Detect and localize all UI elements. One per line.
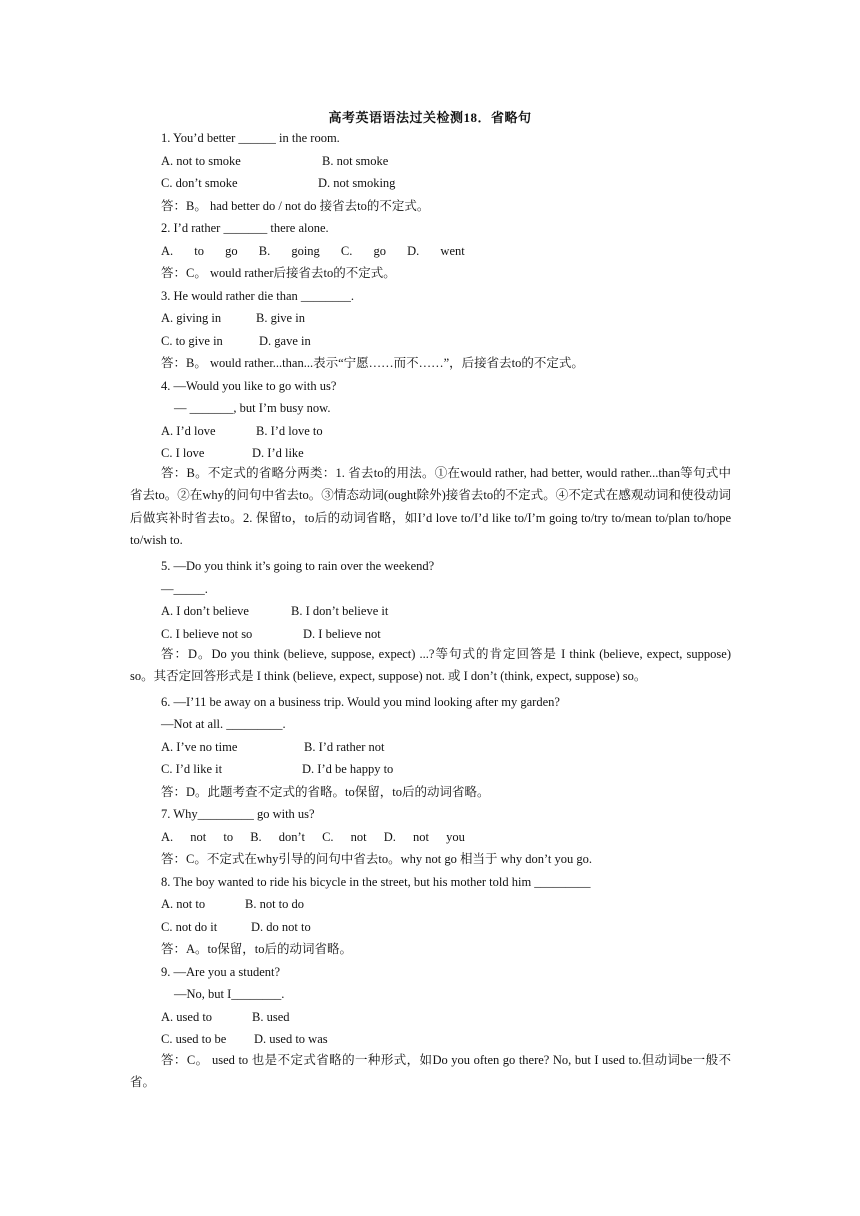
question-4-option-d: D. I’d like [252,446,304,460]
question-2-stem: 2. I’d rather _______ there alone. [161,221,329,235]
question-9-option-d: D. used to was [254,1032,328,1046]
question-9-answer: 答：C。 used to 也是不定式省略的一种形式，如Do you often go there? No, but I used to.但动词be一般不省。 [130,1053,731,1090]
question-1-option-c: C. don’t smoke [161,176,238,190]
question-4-option-c: C. I love [161,446,205,460]
question-5-option-c: C. I believe not so [161,627,253,641]
question-2-answer: 答：C。 would rather后接省去to的不定式。 [161,266,396,280]
question-8-option-a: A. not to [161,897,206,911]
question-1-stem: 1. You’d better ______ in the room. [161,131,340,145]
question-5-answer: 答：D。Do you think (believe, suppose, expect) ...?等句式的肯定回答是 I think (believe, expect, suppose) so。其否定回答形式是 I think (believe, expect, suppose) not. 或 I don’t (think, expect, suppose) so。 [130,647,731,684]
question-9-option-b: B. used [252,1010,290,1024]
question-4-stem: 4. —Would you like to go with us? [161,379,337,393]
question-7-answer: 答：C。不定式在why引导的问句中省去to。why not go 相当于 why don’t you go. [161,852,593,866]
question-9-stem: 9. —Are you a student? [161,965,281,979]
question-8-answer: 答：A。to保留，to后的动词省略。 [161,942,352,956]
question-3-option-c: C. to give in [161,334,223,348]
question-7-stem: 7. Why_________ go with us? [161,807,315,821]
question-6-option-b: B. I’d rather not [304,740,385,754]
question-6-option-d: D. I’d be happy to [302,762,394,776]
question-6-answer: 答：D。此题考查不定式的省略。to保留，to后的动词省略。 [161,785,490,799]
question-7-options: A. not to B. don’t C. not D. not you [161,830,465,844]
page-title: 高考英语语法过关检测18．省略句 [328,110,532,125]
question-9-option-a: A. used to [161,1010,213,1024]
question-3-stem: 3. He would rather die than ________. [161,289,355,303]
question-3-option-b: B. give in [256,311,305,325]
question-3-answer: 答：B。 would rather...than...表示“宁愿……而不……”，后接省去to的不定式。 [161,356,584,370]
question-3-option-d: D. gave in [259,334,311,348]
question-4-option-a: A. I’d love [161,424,216,438]
question-1-answer: 答：B。 had better do / not do 接省去to的不定式。 [161,199,430,213]
question-4-answer: 答：B。不定式的省略分两类：1. 省去to的用法。①在would rather, had better, would rather...than等句式中省去to。②在why的问句中省去to。③情态动词(ought除外)接省去to的不定式。④不定式在感观动词和使役动词后做宾补时省去to。2. 保留to，to后的动词省略，如I’d love to/I’d like to/I’m going to/try to/mean to/plan to/hope to/wish to. [130,466,731,548]
question-4-reply: — _______, but I’m busy now. [174,401,331,415]
question-5-reply: —_____. [161,582,208,596]
question-8-option-c: C. not do it [161,920,218,934]
question-6-option-c: C. I’d like it [161,762,223,776]
question-2-options: A. to go B. going C. go D. went [161,244,465,258]
question-1-option-d: D. not smoking [318,176,396,190]
question-1-option-a: A. not to smoke [161,154,241,168]
question-5-option-d: D. I believe not [303,627,381,641]
question-1-option-b: B. not smoke [322,154,389,168]
question-5-stem: 5. —Do you think it’s going to rain over the weekend? [161,559,435,573]
question-8-option-b: B. not to do [245,897,305,911]
question-5-option-a: A. I don’t believe [161,604,249,618]
question-8-stem: 8. The boy wanted to ride his bicycle in the street, but his mother told him _________ [161,875,591,889]
question-6-option-a: A. I’ve no time [161,740,238,754]
question-9-option-c: C. used to be [161,1032,227,1046]
question-4-option-b: B. I’d love to [256,424,323,438]
question-3-option-a: A. giving in [161,311,222,325]
question-8-option-d: D. do not to [251,920,311,934]
question-5-option-b: B. I don’t believe it [291,604,389,618]
question-9-reply: —No, but I________. [174,987,285,1001]
question-6-stem: 6. —I’11 be away on a business trip. Would you mind looking after my garden? [161,695,560,709]
question-6-reply: —Not at all. _________. [161,717,286,731]
